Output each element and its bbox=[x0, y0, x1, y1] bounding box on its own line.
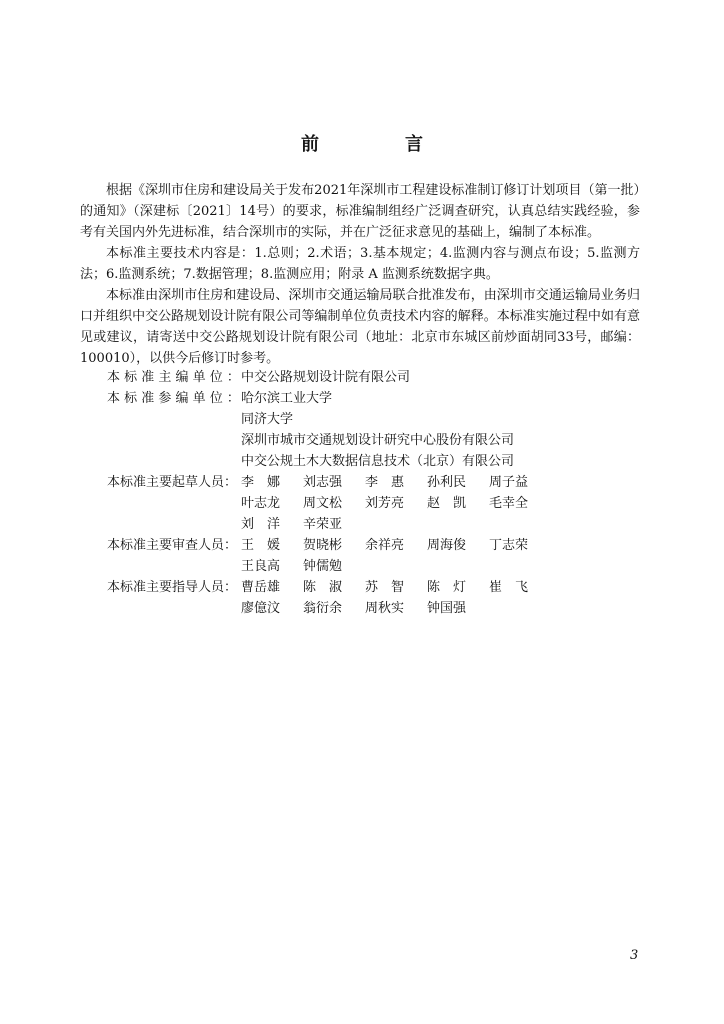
drafter-name: 刘芳亮 bbox=[365, 496, 405, 511]
reviewers-row bbox=[107, 535, 627, 556]
reviewer-name: 周海俊 bbox=[427, 538, 467, 553]
guide-name: 曹岳雄 bbox=[241, 580, 281, 595]
participating-unit-value: 深圳市城市交通规划设计研究中心股份有限公司 bbox=[241, 433, 515, 448]
drafter-name: 周子益 bbox=[489, 475, 529, 490]
page-title: 前 言 bbox=[301, 134, 457, 155]
guides-row bbox=[107, 598, 627, 619]
drafter-name: 孙利民 bbox=[427, 475, 467, 490]
preface-paragraph-3: 本标准由深圳市住房和建设局、深圳市交通运输局联合批准发布，由深圳市交通运输局业务归口并组织中交公路规划设计院有限公司等编制单位负责技术内容的解释。本标准实施过程中如有意见或建议，请寄送中交公路规划设计院有限公司（地址：北京市东城区前炒面胡同33号，邮编：100010），以供今后修订时参考。 bbox=[80, 288, 640, 366]
drafter-name: 刘志强 bbox=[303, 475, 343, 490]
chief-unit-row bbox=[107, 367, 627, 388]
participating-unit-row bbox=[107, 430, 627, 451]
reviewers-label: 本标准主要审查人员： bbox=[107, 538, 238, 553]
credits-list bbox=[107, 367, 627, 619]
drafters-row bbox=[107, 493, 627, 514]
chief-unit-value: 中交公路规划设计院有限公司 bbox=[241, 370, 411, 385]
page-number: 3 bbox=[630, 948, 639, 963]
drafter-name: 赵 凯 bbox=[427, 496, 467, 511]
drafter-name: 刘 洋 bbox=[241, 517, 281, 532]
preface-body bbox=[80, 180, 640, 369]
preface-paragraph-2: 本标准主要技术内容是：1.总则；2.术语；3.基本规定；4.监测内容与测点布设；5.监测方法；6.监测系统；7.数据管理；8.监测应用；附录 A 监测系统数据字典。 bbox=[80, 246, 640, 282]
reviewer-name: 王良高 bbox=[241, 559, 281, 574]
guide-name: 陈 淑 bbox=[303, 580, 343, 595]
reviewer-name: 贺晓彬 bbox=[303, 538, 343, 553]
guide-name: 周秋实 bbox=[365, 601, 405, 616]
guides-label: 本标准主要指导人员： bbox=[107, 580, 238, 595]
participating-unit-value: 中交公规土木大数据信息技术（北京）有限公司 bbox=[241, 454, 515, 469]
guide-name: 廖億汶 bbox=[241, 601, 281, 616]
reviewer-name: 丁志荣 bbox=[489, 538, 529, 553]
participating-unit-value: 同济大学 bbox=[241, 412, 294, 427]
drafter-name: 李 惠 bbox=[365, 475, 405, 490]
drafter-name: 毛幸全 bbox=[489, 496, 529, 511]
reviewer-name: 余祥亮 bbox=[365, 538, 405, 553]
participating-unit-row bbox=[107, 451, 627, 472]
reviewer-name: 钟儒勉 bbox=[303, 559, 343, 574]
participating-unit-row bbox=[107, 409, 627, 430]
guide-name: 崔 飞 bbox=[489, 580, 529, 595]
guide-name: 钟国强 bbox=[427, 601, 467, 616]
participating-unit-value: 哈尔滨工业大学 bbox=[241, 391, 333, 406]
reviewers-row bbox=[107, 556, 627, 577]
guides-row bbox=[107, 577, 627, 598]
drafter-name: 李 娜 bbox=[241, 475, 281, 490]
participating-unit-label: 本 标 准 参 编 单 位 ： bbox=[107, 391, 240, 406]
guide-name: 陈 灯 bbox=[427, 580, 467, 595]
guide-name: 翁衍余 bbox=[303, 601, 343, 616]
participating-unit-row bbox=[107, 388, 627, 409]
reviewer-name: 王 媛 bbox=[241, 538, 281, 553]
drafter-name: 周文松 bbox=[303, 496, 343, 511]
drafters-label: 本标准主要起草人员： bbox=[107, 475, 238, 490]
drafters-row bbox=[107, 514, 627, 535]
preface-paragraph-1: 根据《深圳市住房和建设局关于发布2021年深圳市工程建设标准制订修订计划项目（第一批）的通知》（深建标〔2021〕14号）的要求，标准编制组经广泛调查研究，认真总结实践经验，参考有关国内外先进标准，结合深圳市的实际，并在广泛征求意见的基础上，编制了本标准。 bbox=[80, 183, 640, 240]
drafter-name: 叶志龙 bbox=[241, 496, 281, 511]
chief-unit-label: 本 标 准 主 编 单 位 ： bbox=[107, 370, 240, 385]
drafters-row bbox=[107, 472, 627, 493]
guide-name: 苏 智 bbox=[365, 580, 405, 595]
drafter-name: 辛荣亚 bbox=[303, 517, 343, 532]
